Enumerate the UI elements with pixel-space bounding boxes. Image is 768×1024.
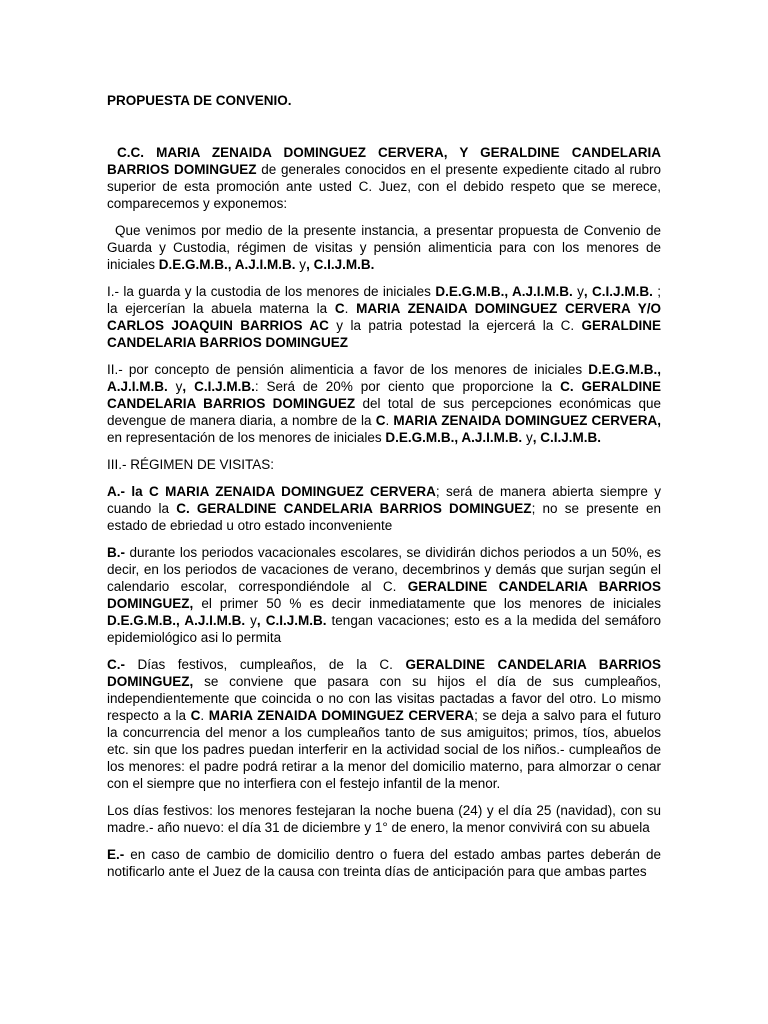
paragraph-comparecientes <box>107 144 661 212</box>
text-run: . <box>200 708 209 723</box>
bold-text-run: D.E.G.M.B., A.J.I.M.B. <box>435 284 573 299</box>
clause-pension-alimenticia <box>107 361 661 446</box>
text-run: el primer 50 % es decir inmediatamente que los menores de iniciales <box>193 596 661 611</box>
bold-text-run: D.E.G.M.B., A.J.I.M.B. <box>107 362 661 394</box>
text-run: y <box>167 379 183 394</box>
bold-text-run: GERALDINE CANDELARIA BARRIOS DOMINGUEZ <box>107 318 661 350</box>
text-run: I.- la guarda y la custodia de los menores de iniciales <box>107 284 436 299</box>
bold-text-run: C. GERALDINE CANDELARIA BARRIOS DOMINGUEZ <box>107 379 661 411</box>
bold-text-run: C <box>375 413 386 428</box>
bold-text-run: D.E.G.M.B., A.J.I.M.B. <box>158 257 296 272</box>
text-run: se conviene que pasara con su hijos el día de sus cumpleaños, independientemente que coincida o no con las visitas pactadas a favor del otro. Lo mismo respecto a la <box>107 674 661 723</box>
section-heading-visitas: III.- RÉGIMEN DE VISITAS: <box>107 457 275 472</box>
text-run: Los días festivos: los menores festejaran la noche buena (24) y el día 25 (navidad), con su madre.- año nuevo: el día 31 de diciembre y 1° de enero, la menor convivirá con su abuela <box>107 803 661 835</box>
text-run: Que venimos por medio de la presente instancia, a presentar propuesta de Convenio de Guarda y Custodia, régimen de visitas y pensión alimenticia para con los menores de iniciales <box>107 223 661 272</box>
bold-text-run: C <box>190 708 201 723</box>
text-run: y la patria potestad la ejercerá la C. <box>328 318 582 333</box>
bold-text-run: , C.I.J.M.B. <box>256 613 327 628</box>
text-run: y <box>295 257 307 272</box>
document-title: PROPUESTA DE CONVENIO. <box>107 93 292 108</box>
bold-text-run: D.E.G.M.B., A.J.I.M.B. <box>385 430 523 445</box>
paragraph-dias-festivos <box>107 802 661 836</box>
bold-text-run: MARIA ZENAIDA DOMINGUEZ CERVERA Y/O CARLOS JOAQUIN BARRIOS AC <box>107 301 661 333</box>
bold-text-run: C. GERALDINE CANDELARIA BARRIOS DOMINGUEZ <box>176 501 532 516</box>
text-run: : Será de 20% por ciento que proporcione la <box>254 379 561 394</box>
bold-text-run: , C.I.J.M.B. <box>583 284 653 299</box>
text-run: tengan vacaciones; esto es a la medida del semáforo epidemiológico asi lo permita <box>107 613 661 645</box>
bold-text-run: , C.I.J.M.B. <box>182 379 255 394</box>
text-run: ; no se presente en estado de ebriedad u otro estado inconveniente <box>107 501 661 533</box>
bold-text-run: , C.I.J.M.B. <box>532 430 601 445</box>
bold-text-run: GERALDINE CANDELARIA BARRIOS DOMINGUEZ, <box>107 657 661 689</box>
document-body <box>107 92 661 890</box>
text-run: de generales conocidos en el presente expediente citado al rubro superior de esta promoción ante usted C. Juez, con el debido respeto que se merece, comparecemos y exponemos: <box>107 162 661 211</box>
clause-guarda-custodia <box>107 283 661 351</box>
bold-text-run: C.C. MARIA ZENAIDA DOMINGUEZ CERVERA, Y GERALDINE CANDELARIA BARRIOS DOMINGUEZ <box>107 145 661 177</box>
bold-text-run: , C.I.J.M.B. <box>306 257 375 272</box>
bold-text-run: D.E.G.M.B., A.J.I.M.B. <box>107 613 246 628</box>
text-run: en caso de cambio de domicilio dentro o fuera del estado ambas partes deberán de notificarlo ante el Juez de la causa con treinta días de anticipación para que ambas partes <box>107 847 661 879</box>
text-run: . <box>344 301 357 316</box>
text-run: . <box>385 413 394 428</box>
bold-text-run: A.- la C MARIA ZENAIDA DOMINGUEZ CERVERA <box>107 484 436 499</box>
text-run: del total de sus percepciones económicas que devengue de manera diaria, a nombre de la <box>107 396 661 428</box>
text-run: ; se deja a salvo para el futuro la concurrencia del menor a los cumpleaños tanto de sus amiguitos; primos, tíos, abuelos etc. sin que los padres puedan interferir en la actividad social de los niños.- cumpleaños de los menores: el padre podrá retirar a la menor del domicilio materno, para almorzar o cenar con el siempre que no interfiera con el festejo infantil de la menor. <box>107 708 661 791</box>
text-run: Días festivos, cumpleaños, de la C. <box>125 657 406 672</box>
text-run: II.- por concepto de pensión alimenticia a favor de los menores de iniciales <box>107 362 589 377</box>
text-run: en representación de los menores de iniciales <box>107 430 386 445</box>
text-run: y <box>522 430 533 445</box>
bold-text-run: C <box>334 301 345 316</box>
clause-visitas-e <box>107 846 661 880</box>
text-run: y <box>245 613 257 628</box>
paragraph-propuesta <box>107 222 661 273</box>
bold-text-run: C.- <box>107 657 125 672</box>
bold-text-run: MARIA ZENAIDA DOMINGUEZ CERVERA <box>208 708 475 723</box>
clause-visitas-c <box>107 656 661 792</box>
bold-text-run: GERALDINE CANDELARIA BARRIOS DOMINGUEZ, <box>107 579 661 611</box>
text-run: ; será de manera abierta siempre y cuando la <box>107 484 661 516</box>
bold-text-run: E.- <box>107 847 125 862</box>
clause-visitas-b <box>107 544 661 646</box>
bold-text-run: B.- <box>107 545 125 560</box>
clause-visitas-a <box>107 483 661 534</box>
text-run: y <box>572 284 584 299</box>
text-run: ; la ejercerían la abuela materna la <box>107 284 661 316</box>
bold-text-run: MARIA ZENAIDA DOMINGUEZ CERVERA, <box>393 413 661 428</box>
text-run: durante los periodos vacacionales escolares, se dividirán dichos periodos a un 50%, es decir, en los periodos de vacaciones de verano, decembrinos y demás que surjan según el calendario escolar, correspondiéndole al C. <box>107 545 661 594</box>
